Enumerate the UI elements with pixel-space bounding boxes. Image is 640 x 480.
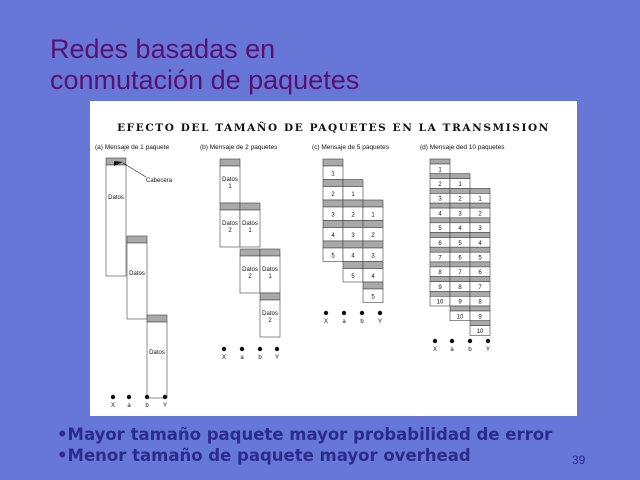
panel-d-packet-number: 4	[458, 226, 462, 233]
panel-d-node-dot	[468, 339, 472, 343]
caption-panel-a: (a) Mensaje de 1 paquete	[95, 144, 170, 151]
panel-d-header	[450, 233, 470, 238]
panel-b-data-label: 1	[248, 228, 252, 234]
panel-c-node-dot	[324, 311, 328, 315]
panel-d-header	[450, 188, 470, 193]
panel-d-header	[450, 174, 470, 179]
panel-d-packet-number: 8	[458, 284, 462, 291]
panel-b-data-label: 2	[248, 274, 252, 280]
panel-a-header	[127, 236, 147, 243]
panel-d-packet-number: 3	[438, 196, 442, 203]
panel-d-node-label: Y	[485, 347, 491, 353]
packet-diagram	[90, 101, 577, 416]
panel-b-header	[240, 203, 260, 210]
panel-b-header	[240, 249, 260, 256]
panel-c-header	[323, 180, 343, 187]
panel-a-node-dot	[127, 395, 131, 399]
panel-c-header	[343, 180, 363, 187]
panel-d-packet-number: 1	[458, 182, 462, 188]
panel-d-header	[470, 218, 490, 223]
panel-c-packet-number: 5	[371, 294, 375, 301]
panel-d-packet-number: 7	[458, 270, 462, 277]
panel-c-packet-number: 1	[331, 171, 335, 178]
bullet-list	[57, 424, 552, 466]
panel-c-header	[343, 221, 363, 228]
panel-d-header	[470, 277, 490, 282]
panel-d-packet-number: 6	[438, 240, 442, 247]
panel-c-node-label: b	[360, 319, 364, 325]
panel-d-header	[430, 277, 450, 282]
panel-b-node-label: Y	[274, 355, 280, 361]
panel-b-data-label: Datos	[262, 311, 278, 317]
panel-b-data-label: 1	[268, 274, 272, 280]
panel-b-data-label: Datos	[242, 267, 258, 273]
panel-d-header	[450, 262, 470, 267]
panel-d-header	[450, 218, 470, 223]
panel-d-header	[430, 188, 450, 193]
panel-c-packet-number: 1	[351, 192, 355, 198]
panel-c-node-label: a	[342, 319, 346, 325]
panel-d-packet-number: 4	[478, 240, 482, 247]
title-line-2: conmutación de paquetes	[50, 65, 360, 95]
panel-d-packet-number: 10	[456, 314, 464, 321]
panel-c-packet-number: 4	[351, 253, 355, 260]
panel-b-node-label: a	[240, 355, 244, 361]
panel-d-node-dot	[450, 339, 454, 343]
panel-d-packet-number: 5	[478, 255, 482, 262]
panel-a-packet	[106, 165, 126, 276]
panel-c-header	[343, 200, 363, 207]
panel-c-header	[343, 241, 363, 248]
panel-d-node-label: X	[432, 347, 438, 353]
panel-a-packet	[127, 243, 147, 319]
panel-a-data-label: Datos	[149, 350, 165, 356]
panel-d-header	[470, 306, 490, 311]
panel-d-packet-number: 5	[438, 226, 442, 233]
panel-d-packet-number: 2	[438, 182, 442, 188]
panel-d-packet-number: 7	[478, 284, 482, 291]
bullet-error-probability: •Mayor tamaño paquete mayor probabilidad de error	[57, 425, 553, 444]
panel-d-header	[430, 218, 450, 223]
panel-a-node-label: a	[127, 403, 131, 409]
figure-title: EFECTO DEL TAMAÑO DE PAQUETES EN LA TRANSMISION	[117, 122, 550, 134]
panel-c-header	[363, 221, 383, 228]
panel-c-header	[363, 282, 383, 289]
panel-d-packet-number: 9	[458, 299, 462, 306]
panel-a-data-label: Datos	[129, 271, 145, 277]
panel-c-packet-number: 5	[331, 253, 335, 260]
packet-size-figure	[90, 101, 577, 416]
panel-d-header	[430, 247, 450, 252]
panel-d-packet-number: 1	[478, 196, 482, 203]
panel-b-node-dot	[258, 347, 262, 351]
panel-c-packet-number: 2	[331, 192, 335, 198]
panel-d-header	[470, 321, 490, 326]
panel-c-packet-number: 3	[351, 233, 355, 239]
panel-b-data-label: 2	[228, 228, 232, 234]
panel-c-packet-number: 3	[331, 212, 335, 219]
panel-d-packet-number: 2	[478, 211, 482, 218]
panel-b-header	[220, 203, 240, 210]
panel-d-header	[430, 203, 450, 208]
panel-d-header	[470, 188, 490, 193]
panel-d-packet-number: 7	[438, 255, 442, 262]
panel-b-header	[260, 249, 280, 256]
panel-c-header	[363, 200, 383, 207]
panel-d-packet-number: 9	[438, 284, 442, 291]
panel-b-data-label: Datos	[222, 221, 238, 227]
panel-d-header	[470, 291, 490, 296]
panel-c-node-label: X	[323, 319, 329, 325]
panel-c-header	[323, 241, 343, 248]
panel-c-header	[343, 262, 363, 269]
panel-d-header	[450, 291, 470, 296]
panel-b-header	[220, 159, 240, 166]
panel-d-header	[450, 306, 470, 311]
panel-b-data-label: Datos	[242, 221, 258, 227]
panel-d-header	[430, 233, 450, 238]
panel-c-packet-number: 4	[371, 274, 375, 280]
panel-d-header	[470, 262, 490, 267]
panel-a-node-label: Y	[162, 403, 168, 409]
panel-d-node-label: a	[450, 347, 454, 353]
panel-d-packet-number: 2	[458, 196, 462, 203]
panel-a-node-dot	[163, 395, 167, 399]
panel-b-node-label: X	[221, 355, 227, 361]
panel-c-packet-number: 3	[371, 253, 375, 260]
panel-a-header	[147, 315, 167, 322]
panel-a-node-dot	[111, 395, 115, 399]
panel-c-packet-number: 1	[371, 212, 375, 219]
slide-title	[50, 34, 359, 96]
panel-a-node-label: X	[110, 403, 116, 409]
panel-d-packet-number: 9	[478, 314, 482, 321]
panel-d-packet-number: 6	[478, 270, 482, 277]
panel-d-header	[430, 159, 450, 164]
page-number: 39	[572, 453, 586, 467]
panel-b-data-label: 2	[268, 318, 272, 324]
panel-c-packet-number: 2	[371, 233, 375, 239]
panel-c-header	[323, 200, 343, 207]
panel-c-node-label: Y	[377, 319, 383, 325]
panel-c-node-dot	[360, 311, 364, 315]
panel-a-data-label: Datos	[108, 195, 124, 201]
panel-d-header	[450, 203, 470, 208]
panel-a-packet	[147, 322, 167, 398]
header-pointer-line	[123, 163, 146, 177]
panel-d-header	[430, 262, 450, 267]
panel-a-node-label: b	[145, 403, 149, 409]
panel-a-node-dot	[145, 395, 149, 399]
panel-d-header	[470, 233, 490, 238]
panel-c-header	[323, 221, 343, 228]
panel-d-header	[450, 247, 470, 252]
panel-d-packet-number: 5	[458, 240, 462, 247]
panel-c-node-dot	[378, 311, 382, 315]
panel-d-packet-number: 1	[438, 167, 442, 174]
panel-b-data-label: 1	[228, 184, 232, 190]
panel-c-header	[363, 241, 383, 248]
panel-d-header	[430, 174, 450, 179]
panel-b-node-dot	[240, 347, 244, 351]
panel-d-packet-number: 3	[478, 226, 482, 233]
panel-d-packet-number: 10	[436, 299, 444, 306]
panel-b-data-label: Datos	[262, 267, 278, 273]
title-line-1: Redes basadas en	[50, 34, 276, 64]
panel-d-packet-number: 6	[458, 255, 462, 262]
panel-c-header	[323, 159, 343, 166]
panel-c-packet-number: 4	[331, 233, 335, 239]
panel-d-node-dot	[486, 339, 490, 343]
panel-d-node-dot	[433, 339, 437, 343]
caption-panel-c: (c) Mensaje de 5 paquetes	[312, 144, 389, 151]
panel-b-data-label: Datos	[222, 177, 238, 183]
panel-c-packet-number: 2	[351, 212, 355, 219]
bullet-overhead: •Menor tamaño de paquete mayor overhead	[57, 446, 471, 465]
panel-c-header	[363, 262, 383, 269]
panel-d-header	[430, 291, 450, 296]
panel-d-header	[470, 203, 490, 208]
panel-d-packet-number: 3	[458, 211, 462, 218]
panel-b-node-dot	[275, 347, 279, 351]
header-label: Cabecera	[146, 178, 173, 184]
panel-b-header	[260, 293, 280, 300]
panel-c-node-dot	[342, 311, 346, 315]
panel-c-packet-number: 5	[351, 274, 355, 280]
panel-d-packet-number: 10	[476, 329, 484, 335]
panel-b-node-label: b	[258, 355, 262, 361]
panel-d-packet-number: 8	[478, 299, 482, 306]
caption-panel-b: (b) Mensaje de 2 paquetes	[200, 144, 278, 151]
panel-d-packet-number: 8	[438, 270, 442, 277]
panel-d-packet-number: 4	[438, 211, 442, 218]
panel-d-node-label: b	[468, 347, 472, 353]
panel-d-header	[450, 277, 470, 282]
caption-panel-d: (d) Mensaje ded 10 paquetes	[420, 144, 505, 151]
panel-b-node-dot	[222, 347, 226, 351]
panel-d-header	[470, 247, 490, 252]
